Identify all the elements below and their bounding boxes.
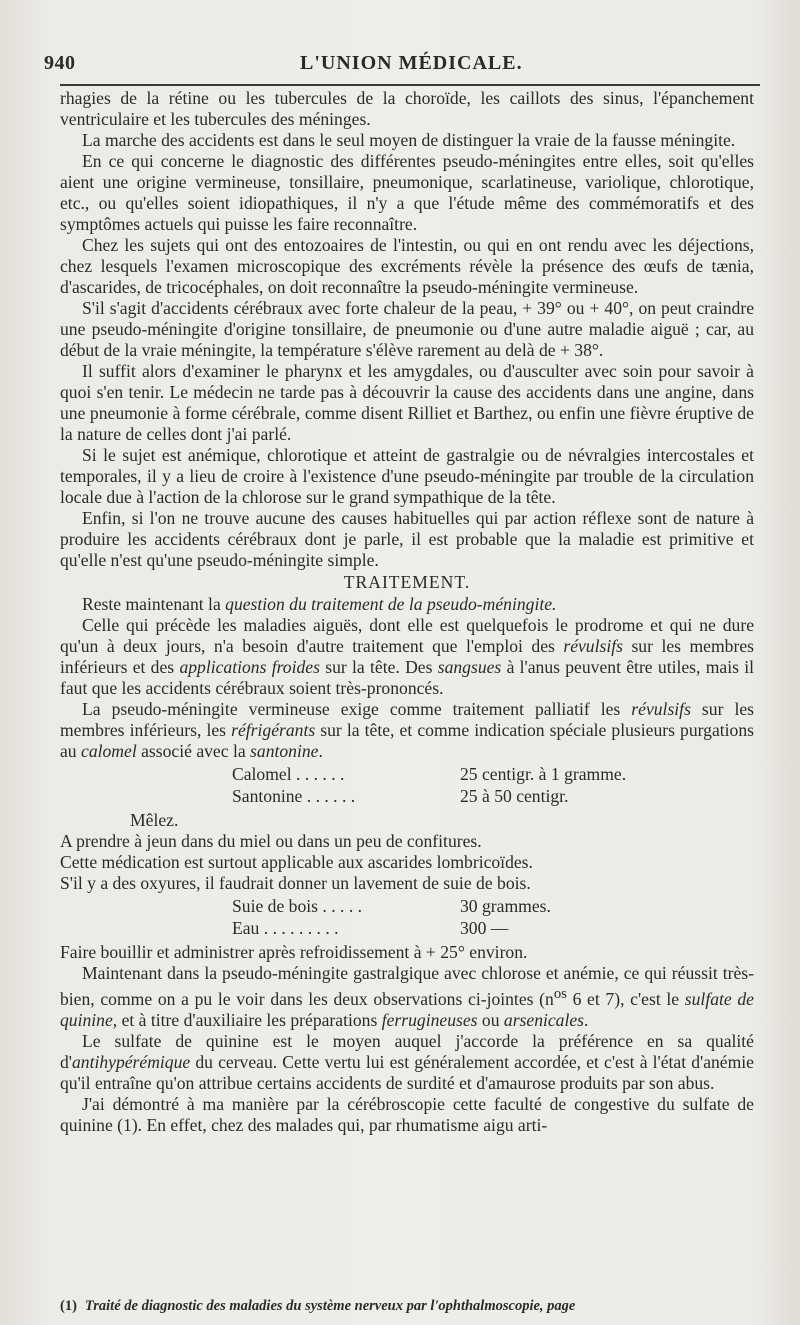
- prescription-suie: [60, 896, 754, 940]
- text-run: Reste maintenant la: [82, 594, 226, 614]
- text-run: associé avec la: [136, 741, 251, 761]
- paragraph: [60, 298, 754, 361]
- italic-text: arsenicales: [503, 1009, 585, 1030]
- footnote-number: (1): [60, 1298, 77, 1314]
- text-run: sur les membres inférieurs, les: [60, 699, 754, 740]
- italic-text: calomel: [81, 741, 137, 761]
- paragraph: [60, 88, 754, 130]
- paragraph: [60, 594, 754, 615]
- ingredient-quantity: 300 —: [460, 918, 509, 938]
- prescription-row: [60, 764, 754, 786]
- paragraph: [60, 235, 754, 298]
- ingredient-quantity: 30 grammes.: [460, 896, 551, 916]
- paragraph-group-treatment: [60, 594, 754, 762]
- text-run: os: [553, 986, 567, 1002]
- ingredient-label: [60, 786, 440, 808]
- running-head: [44, 48, 754, 84]
- prescription-row: [60, 896, 754, 918]
- text-run: Faire bouillir et administrer après refroidissement à + 25° environ.: [60, 942, 528, 962]
- text-run: A prendre à jeun dans du miel ou dans un peu de confitures.: [60, 831, 482, 851]
- ingredient-label: [60, 918, 440, 940]
- text-run: .: [584, 1009, 589, 1030]
- italic-text: réfrigérants: [231, 720, 316, 740]
- prescription-row: [60, 786, 754, 808]
- section-title: TRAITEMENT.: [343, 572, 471, 592]
- italic-text: sulfate de quinine: [60, 988, 754, 1030]
- italic-text: santonine: [250, 741, 319, 761]
- text-run: S'il s'agit d'accidents cérébraux avec forte chaleur de la peau, + 39° ou + 40°, on peut craindre une pseudo-méningite d'origine tonsillaire, de pneumonie ou d'une autre maladie aiguë ; car, au début de la vraie méningite, la température s'élève rarement au delà de + 38°.: [60, 298, 754, 360]
- leader-dots: . . . . . .: [296, 764, 345, 784]
- italic-text: ferrugineuses: [381, 1009, 478, 1030]
- text-run: , et à titre d'auxiliaire les préparations: [112, 1009, 382, 1030]
- text-run: rhagies de la rétine ou les tubercules de la choroïde, les caillots des sinus, l'épanchement ventriculaire et les tubercules des méninges.: [60, 88, 754, 129]
- text-run: Maintenant dans la pseudo-méningite gastralgique avec chlorose et anémie, ce qui réussit très-bien, comme on a pu le voir dans les deux observations ci-jointes (n: [60, 963, 754, 1009]
- text-run: Chez les sujets qui ont des entozoaires de l'intestin, ou qui en ont rendu avec les déjections, chez lesquels l'examen microscopique des excréments révèle la présence des œufs de tænia, d'ascarides, de tricocéphales, on doit reconnaître la pseudo-méningite vermineuse.: [60, 235, 754, 297]
- ingredient-name: Suie de bois: [232, 896, 323, 916]
- text-run: En ce qui concerne le diagnostic des différentes pseudo-méningites entre elles, soit qu'elles aient une origine vermineuse, tonsillaire, pneumonique, scarlatineuse, variolique, chlorotique, etc., ou qu'elles soient idiopathiques, il n'y a que l'étude même des commémoratifs et des symptômes actuels qui puisse les faire reconnaître.: [60, 151, 754, 234]
- paragraph: [60, 699, 754, 762]
- text-run: Celle qui précède les maladies aiguës, dont elle est quelquefois le prodrome et qui ne dure qu'un à deux jours, n'a besoin d'autre traitement que l'emploi des: [60, 615, 754, 656]
- italic-text: révulsifs: [563, 636, 623, 656]
- leader-dots: . . . . .: [322, 896, 363, 916]
- melez-label: Mêlez.: [130, 810, 179, 830]
- italic-text: antihypérémique: [71, 1051, 191, 1072]
- italic-text: révulsifs: [631, 699, 691, 719]
- journal-title: L'UNION MÉDICALE.: [300, 52, 523, 74]
- paragraph: [60, 615, 754, 699]
- text-run: sur la tête, et comme indication spéciale plusieurs purgations au: [60, 720, 754, 761]
- ingredient-label: [60, 764, 440, 786]
- text-run: S'il y a des oxyures, il faudrait donner un lavement de suie de bois.: [60, 873, 531, 893]
- paragraph: [60, 1094, 754, 1136]
- leader-dots: . . . . . .: [306, 786, 356, 806]
- ingredient-quantity: 25 centigr. à 1 gramme.: [460, 764, 627, 784]
- paragraph: [60, 873, 754, 894]
- text-run: à l'anus peuvent être utiles, mais il faut que les accidents cérébraux soient très-prononcés.: [60, 657, 754, 698]
- paragraph: [60, 445, 754, 508]
- text-run: sur la tête. Des: [319, 657, 438, 677]
- text-run: sur les membres inférieurs et des: [60, 636, 754, 677]
- ingredient-label: [60, 896, 440, 918]
- text-run: La pseudo-méningite vermineuse exige comme traitement palliatif les: [82, 699, 632, 719]
- text-run: ou: [477, 1009, 504, 1030]
- prescription-row: [60, 918, 754, 940]
- prescription-calomel: [60, 764, 754, 808]
- text-run: .: [318, 741, 323, 761]
- page-number: 940: [44, 52, 76, 74]
- italic-text: question du traitement de la pseudo-méningite.: [225, 594, 557, 614]
- footnote: [60, 1298, 754, 1315]
- italic-text: sangsues: [437, 657, 502, 677]
- ingredient-name: Eau: [232, 918, 264, 938]
- paragraph: [60, 831, 754, 852]
- paragraph-group-instructions: [60, 831, 754, 894]
- paragraph: [60, 130, 754, 151]
- ingredient-quantity: 25 à 50 centigr.: [460, 786, 569, 806]
- text-run: J'ai démontré à ma manière par la cérébroscopie cette faculté de congestive du sulfate de quinine (1). En effet, chez des malades qui, par rhumatisme aigu arti-: [60, 1093, 754, 1135]
- text-run: 6 et 7), c'est le: [566, 988, 685, 1009]
- text-run: La marche des accidents est dans le seul moyen de distinguer la vraie de la fausse méningite.: [82, 130, 736, 150]
- text-run: du cerveau. Cette vertu lui est généralement accordée, et c'est à l'état d'anémie qu'il entraîne qu'on attribue certains accidents de surdité et d'amaurose produits par son abus.: [60, 1051, 754, 1093]
- italic-text: applications froides: [179, 657, 320, 677]
- ingredient-name: Santonine: [232, 786, 307, 806]
- paragraph: [60, 852, 754, 873]
- text-run: Cette médication est surtout applicable aux ascarides lombricoïdes.: [60, 852, 533, 872]
- text-run: Si le sujet est anémique, chlorotique et atteint de gastralgie ou de névralgies intercostales et temporales, il y a lieu de croire à l'existence d'une pseudo-méningite par trouble de la circulation locale due à l'action de la chlorose sur le grand sympathique de la tête.: [60, 445, 754, 507]
- paragraph: [60, 1031, 754, 1094]
- ingredient-name: Calomel: [232, 764, 297, 784]
- text-run: Il suffit alors d'examiner le pharynx et les amygdales, ou d'ausculter avec soin pour savoir à quoi s'en tenir. Le médecin ne tarde pas à découvrir la cause des accidents dans une angine, dans une pneumonie à forme cérébrale, comme disent Rilliet et Barthez, ou enfin une fièvre éruptive de la nature de celles dont j'ai parlé.: [60, 361, 754, 444]
- footnote-text: Traité de diagnostic des maladies du système nerveux par l'ophthalmoscopie, page: [84, 1298, 576, 1314]
- paragraph: [60, 942, 754, 963]
- paragraph-group-diagnostic: [60, 88, 754, 571]
- header-rule: [60, 84, 760, 86]
- paragraph: [60, 361, 754, 445]
- paragraph: [60, 963, 754, 1031]
- paragraph: [60, 508, 754, 571]
- paragraph-group-quinine: [60, 942, 754, 1136]
- text-run: Enfin, si l'on ne trouve aucune des causes habituelles qui par action réflexe sont de nature à produire les accidents cérébraux dont je parle, il est probable que la maladie est primitive et qu'elle n'est qu'une pseudo-méningite simple.: [60, 508, 754, 570]
- text-run: Le sulfate de quinine est le moyen auquel j'accorde la préférence en sa qualité d': [60, 1030, 754, 1072]
- leader-dots: . . . . . . . . .: [263, 918, 339, 938]
- article-body: [60, 88, 754, 1136]
- paragraph: [60, 151, 754, 235]
